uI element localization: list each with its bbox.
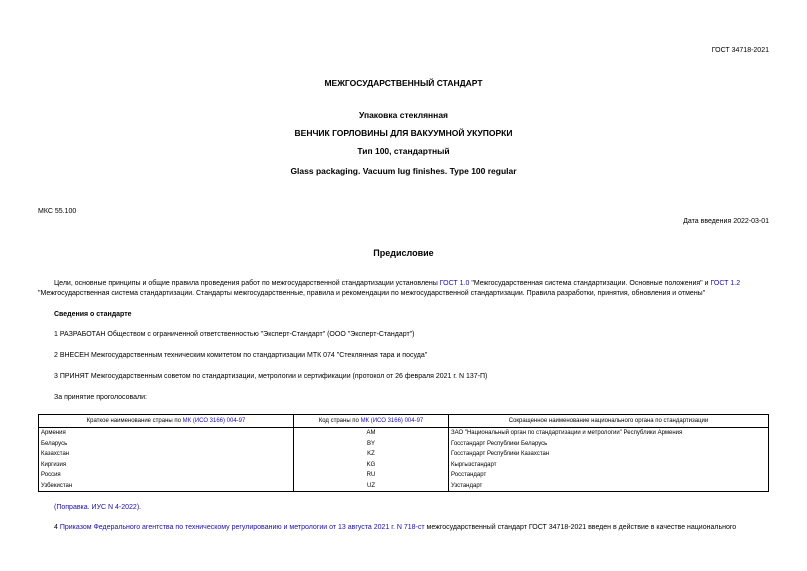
amendment-link[interactable]: (Поправка. ИУС N 4-2022). [54, 504, 142, 511]
mk-iso-link-2[interactable]: МК (ИСО 3166) 004-97 [360, 418, 424, 424]
table-row [39, 470, 769, 481]
country-cell: Россия [39, 470, 294, 481]
title-line-3: Тип 100, стандартный [357, 146, 450, 156]
body-cell: Росстандарт [449, 470, 769, 481]
standard-info-heading: Сведения о стандарте [54, 311, 132, 318]
code-cell: BY [294, 439, 449, 450]
country-cell: Казахстан [39, 449, 294, 460]
body-cell: ЗАО "Национальный орган по стандартизации и метрологии" Республики Армения [449, 428, 769, 439]
header-code [294, 415, 449, 428]
table-row [39, 481, 769, 492]
country-cell: Киргизия [39, 460, 294, 471]
table-header-row [39, 415, 769, 428]
table-row [39, 439, 769, 450]
body-cell: Узстандарт [449, 481, 769, 492]
info-item-4 [38, 523, 769, 533]
table-row [39, 460, 769, 471]
preface-text-b: "Межгосударственная система стандартизации. Основные положения" и [469, 280, 711, 287]
title-line-english: Glass packaging. Vacuum lug finishes. Type 100 regular [290, 166, 517, 176]
code-cell: AM [294, 428, 449, 439]
info-item-1: 1 РАЗРАБОТАН Обществом с ограниченной ответственностью "Эксперт-Стандарт" (ООО "Эксперт-Стандарт") [54, 331, 415, 338]
table-row [39, 428, 769, 439]
body-cell: Кыргызстандарт [449, 460, 769, 471]
mk-iso-link-1[interactable]: МК (ИСО 3166) 004-97 [182, 418, 246, 424]
info-item-2: 2 ВНЕСЕН Межгосударственным техническим комитетом по стандартизации МТК 074 "Стеклянная тара и посуда" [54, 352, 428, 359]
voted-label: За принятие проголосовали: [54, 394, 147, 401]
code-cell: UZ [294, 481, 449, 492]
country-cell: Узбекистан [39, 481, 294, 492]
body-cell: Госстандарт Республики Беларусь [449, 439, 769, 450]
title-line-2: ВЕНЧИК ГОРЛОВИНЫ ДЛЯ ВАКУУМНОЙ УКУПОРКИ [294, 128, 513, 138]
voting-states-table [38, 414, 769, 492]
code-cell: RU [294, 470, 449, 481]
gost-1-2-link[interactable]: ГОСТ 1.2 [710, 280, 741, 287]
order-link[interactable]: Приказом Федерального агентства по техническому регулированию и метрологии от 13 августа 2021 г. N 718-ст [59, 524, 425, 531]
header-country-text: Краткое наименование страны по [86, 418, 183, 424]
code-cell: KZ [294, 449, 449, 460]
info-item-4-number: 4 [54, 524, 60, 531]
title-line-1: Упаковка стеклянная [358, 110, 449, 120]
header-body: Сокращенное наименование национального органа по стандартизации [449, 415, 769, 428]
header-country [39, 415, 294, 428]
mks-code: МКС 55.100 [38, 208, 77, 215]
body-cell: Госстандарт Республики Казахстан [449, 449, 769, 460]
preface-heading: Предисловие [373, 248, 434, 258]
info-item-3: 3 ПРИНЯТ Межгосударственным советом по стандартизации, метрологии и сертификации (протокол от 26 февраля 2021 г. N 137-П) [54, 373, 488, 380]
country-cell: Армения [39, 428, 294, 439]
preface-text-a: Цели, основные принципы и общие правила проведения работ по межгосударственной стандартизации установлены [54, 280, 440, 287]
header-code-text: Код страны по [318, 418, 361, 424]
amendment-note [38, 503, 769, 513]
introduction-date: Дата введения 2022-03-01 [683, 218, 769, 225]
standard-type-title: МЕЖГОСУДАРСТВЕННЫЙ СТАНДАРТ [324, 78, 483, 88]
document-code: ГОСТ 34718-2021 [711, 47, 769, 54]
code-cell: KG [294, 460, 449, 471]
preface-text-c: "Межгосударственная система стандартизации. Стандарты межгосударственные, правила и рекомендации по межгосударственной стандартизации. Правила разработки, принятия, обновления и отмены" [38, 290, 706, 297]
info-item-4-text: межгосударственный стандарт ГОСТ 34718-2021 введен в действие в качестве национального [424, 524, 737, 531]
country-cell: Беларусь [39, 439, 294, 450]
table-row [39, 449, 769, 460]
gost-1-0-link[interactable]: ГОСТ 1.0 [439, 280, 470, 287]
preface-paragraph [38, 279, 769, 299]
